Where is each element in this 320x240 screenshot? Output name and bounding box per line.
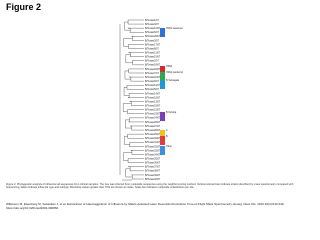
tree-leaf-label: B/Texas/7/07 <box>145 71 159 75</box>
tree-leaf-label: B/Texas/20/07 <box>145 67 161 71</box>
tree-leaf-label: B/Texas/16/07 <box>145 96 161 100</box>
tree-leaf-label: B/Texas/9/07 <box>145 80 159 84</box>
legend-item <box>160 28 182 37</box>
legend-swatch <box>160 80 165 89</box>
legend-item <box>160 146 172 155</box>
tree-leaf-label: B/Texas/18/07 <box>145 63 161 67</box>
tree-leaf-label: B/Texas/19/07 <box>145 104 161 108</box>
tree-leaf-label: B/Texas/37/07 <box>145 165 161 169</box>
legend-item <box>160 80 179 89</box>
tree-leaf-label: B/Texas/23/07 <box>145 112 161 116</box>
tree-leaf-label: B/Texas/26/07 <box>145 120 161 124</box>
legend-swatch <box>160 28 165 37</box>
tree-leaf-label: B/Texas/6/07 <box>145 31 159 35</box>
legend-label: B Yamagata <box>166 79 179 82</box>
tree-leaf-label: B/Texas/17/07 <box>145 43 161 47</box>
tree-leaf-label: B/Texas/14/07 <box>145 92 161 96</box>
tree-leaf-label: B/Texas/5/07 <box>145 88 159 92</box>
tree-leaf-label: B/Texas/4/07 <box>145 22 159 26</box>
tree-leaf-label: B/Texas/24/07 <box>145 116 161 120</box>
tree-leaf-label: B/Texas/8/07 <box>145 47 159 51</box>
legend-label: B Victoria <box>166 111 177 114</box>
tree-leaf-label: B/Texas/1/07 <box>145 18 159 22</box>
tree-leaf-label: B/Texas/30/07 <box>145 137 161 141</box>
tree-leaf-label: B/Texas/10/07 <box>145 27 161 31</box>
tree-leaf-label: B/Texas/40/07 <box>145 177 161 181</box>
figure-caption: Figure 2. Phylogenetic analysis of influenza HA sequences from clinical samples. The tree was inferred from nucleotide sequences using the neighbor-joining method. Vertical colored bars indicate strains identified by mass spectrometry compared with sequencing; labels indicate influenza type and subtype. Bootstrap values greater than 70% are shown at nodes. Scale bar indicates nucleotide substitutions per site. <box>6 183 294 190</box>
tree-leaf-label: B/Texas/32/07 <box>145 145 161 149</box>
tree-leaf-label: B/Texas/21/07 <box>145 108 161 112</box>
tree-leaf-label: B/Texas/36/07 <box>145 161 161 165</box>
tree-leaf-label: B/Texas/33/07 <box>145 149 161 153</box>
tree-leaf-label: B/Texas/12/07 <box>145 51 161 55</box>
tree-leaf-label: B/Texas/28/07 <box>145 128 161 132</box>
legend-label: B <box>166 135 168 138</box>
legend-label: H1N1 seasonal <box>166 27 183 30</box>
tree-legend <box>160 22 206 182</box>
legend-label: H3N2 <box>166 65 173 68</box>
legend-item <box>160 136 168 145</box>
tree-leaf-label: B/Texas/2/07 <box>145 59 159 63</box>
legend-swatch <box>160 146 165 155</box>
tree-leaf-label: B/Texas/13/07 <box>145 100 161 104</box>
tree-leaf-label: B/Texas/29/07 <box>145 133 161 137</box>
tree-leaf-label: B/Texas/31/07 <box>145 141 161 145</box>
tree-leaf-label: B/Texas/22/07 <box>145 75 161 79</box>
tree-leaf-label: B/Texas/25/07 <box>145 35 161 39</box>
legend-label: H1N1 pandemic <box>166 71 184 74</box>
figure-title: Figure 2 <box>6 2 42 12</box>
tree-leaf-label: B/Texas/3/07 <box>145 39 159 43</box>
legend-label: A <box>166 129 168 132</box>
tree-leaf-label: B/Texas/38/07 <box>145 169 161 173</box>
tree-leaf-label: B/Texas/11/07 <box>145 84 160 88</box>
tree-leaf-label: B/Texas/27/07 <box>145 124 161 128</box>
legend-item <box>160 112 176 121</box>
legend-swatch <box>160 136 165 145</box>
tree-leaf-label: B/Texas/34/07 <box>145 153 161 157</box>
figure-citation: Wilkinson M, Eisenberg M, Sebastian J, et al. Exploration of Haemagglutinin of Influenza by Matrix-Assisted Laser Desorption/Ionization Time-of-Flight Mass Spectrometry. Emerg Infect Dis. 2010;16(4):643-649. https://doi.org/10.3201/eid1604.090866 <box>6 203 285 210</box>
tree-leaf-label: B/Texas/35/07 <box>145 157 161 161</box>
tree-leaf-label: B/Texas/39/07 <box>145 173 161 177</box>
legend-label: Other <box>166 145 172 148</box>
legend-swatch <box>160 112 165 121</box>
tree-leaf-label: B/Texas/15/07 <box>145 55 161 59</box>
